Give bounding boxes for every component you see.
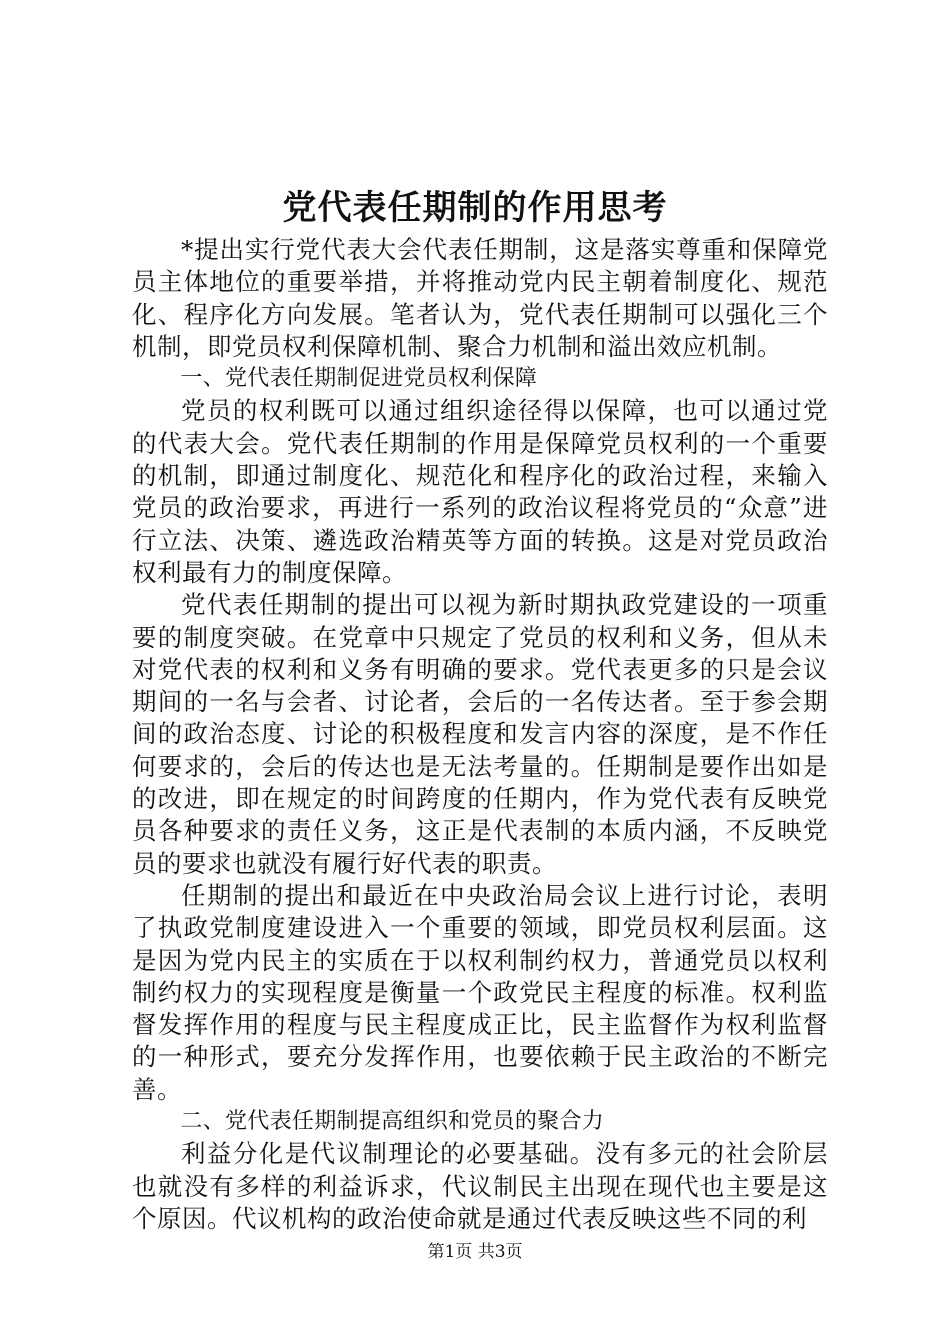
body-paragraph: 利益分化是代议制理论的必要基础。没有多元的社会阶层也就没有多样的利益诉求，代议制民主出现在现代也主要是这个原因。代议机构的政治使命就是通过代表反映这些不同的利 xyxy=(132,1139,828,1233)
body-paragraph: 党代表任期制的提出可以视为新时期执政党建设的一项重要的制度突破。在党章中只规定了党员的权利和义务，但从未对党代表的权利和义务有明确的要求。党代表更多的只是会议期间的一名与会者、讨论者，会后的一名传达者。至于参会期间的政治态度、讨论的积极程度和发言内容的深度，是不作任何要求的，会后的传达也是无法考量的。任期制是要作出如是的改进，即在规定的时间跨度的任期内，作为党代表有反映党员各种要求的责任义务，这正是代表制的本质内涵，不反映党员的要求也就没有履行好代表的职责。 xyxy=(132,590,828,878)
body-paragraph: 党员的权利既可以通过组织途径得以保障，也可以通过党的代表大会。党代表任期制的作用是保障党员权利的一个重要的机制，即通过制度化、规范化和程序化的政治过程，来输入党员的政治要求，再进行一系列的政治议程将党员的“众意”进行立法、决策、遴选政治精英等方面的转换。这是对党员政治权利最有力的制度保障。 xyxy=(132,396,828,587)
section-heading-1: 一、党代表任期制促进党员权利保障 xyxy=(180,366,538,392)
page-footer: 第1页 共3页 xyxy=(427,1242,523,1262)
body-paragraph: 任期制的提出和最近在中央政治局会议上进行讨论，表明了执政党制度建设进入一个重要的领域，即党员权利层面。这是因为党内民主的实质在于以权利制约权力，普通党员以权利制约权力的实现程度是衡量一个政党民主程度的标准。权利监督发挥作用的程度与民主程度成正比，民主监督作为权利监督的一种形式，要充分发挥作用，也要依赖于民主政治的不断完善。 xyxy=(132,880,828,1104)
section-heading-2: 二、党代表任期制提高组织和党员的聚合力 xyxy=(180,1109,605,1135)
document-body xyxy=(132,234,828,1235)
intro-paragraph: *提出实行党代表大会代表任期制，这是落实尊重和保障党员主体地位的重要举措，并将推动党内民主朝着制度化、规范化、程序化方向发展。笔者认为，党代表任期制可以强化三个机制，即党员权利保障机制、聚合力机制和溢出效应机制。 xyxy=(132,235,828,361)
document-title: 党代表任期制的作用思考 xyxy=(282,188,668,228)
